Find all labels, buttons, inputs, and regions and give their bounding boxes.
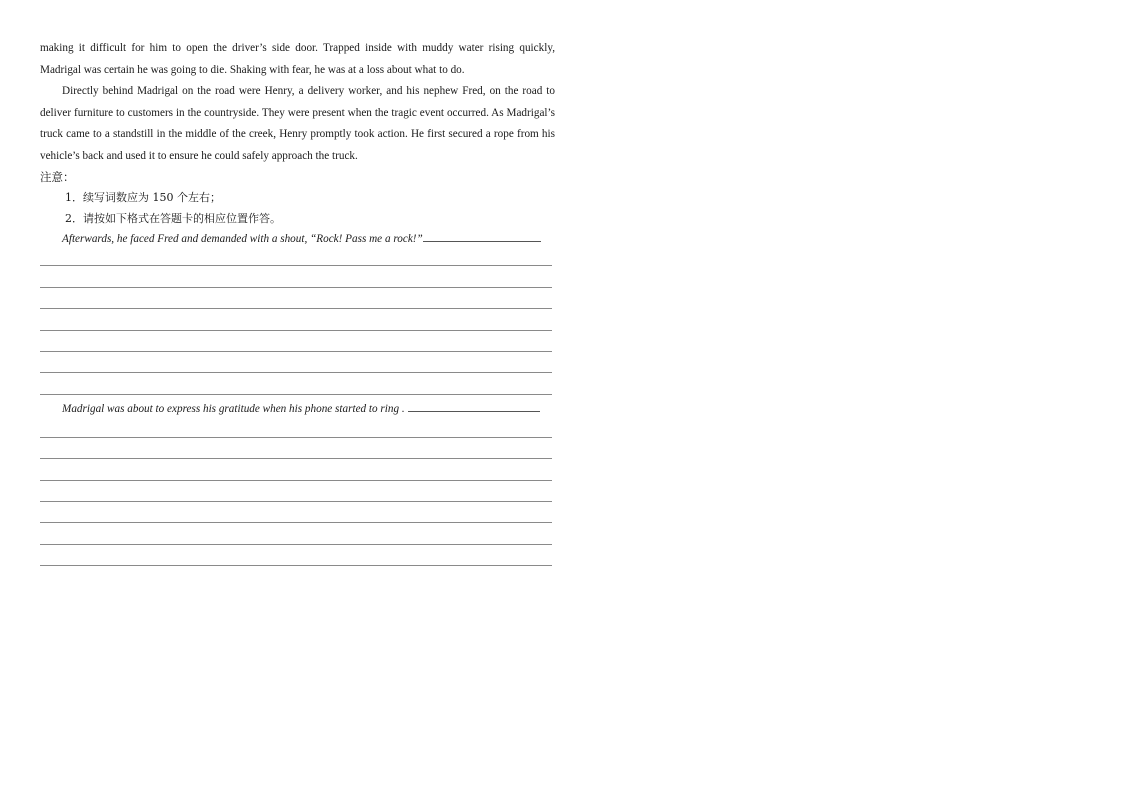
note-item-1: 1．续写词数应为 150 个左右； (65, 191, 221, 204)
writing-line[interactable] (40, 308, 552, 309)
prompt-2-text: Madrigal was about to express his gratitude when his phone started to ring . (62, 403, 405, 415)
writing-line[interactable] (40, 351, 552, 352)
prompt-1-text: Afterwards, he faced Fred and demanded with a shout, “Rock! Pass me a rock!” (62, 233, 423, 245)
prompt-1-blank[interactable] (423, 229, 541, 242)
prompt-2-blank[interactable] (408, 399, 540, 412)
writing-line[interactable] (40, 330, 552, 331)
note-item-2: 2．请按如下格式在答题卡的相应位置作答。 (65, 212, 281, 225)
writing-line[interactable] (40, 458, 552, 459)
notes-heading: 注意： (40, 170, 75, 184)
writing-line[interactable] (40, 522, 552, 523)
writing-line[interactable] (40, 544, 552, 545)
writing-line[interactable] (40, 437, 552, 438)
passage-paragraph-1: making it difficult for him to open the driver’s side door. Trapped inside with muddy water rising quickly, Madrigal was certain he was going to die. Shaking with fear, he was at a loss about what to do. (40, 42, 555, 76)
writing-line[interactable] (40, 565, 552, 566)
continuation-prompt-1 (40, 229, 555, 250)
writing-line[interactable] (40, 480, 552, 481)
writing-line[interactable] (40, 265, 552, 266)
writing-line[interactable] (40, 394, 552, 395)
writing-line[interactable] (40, 287, 552, 288)
continuation-prompt-2 (40, 399, 577, 420)
writing-line[interactable] (40, 501, 552, 502)
passage-paragraph-2: Directly behind Madrigal on the road were Henry, a delivery worker, and his nephew Fred, on the road to deliver furniture to customers in the countryside. They were present when the tragic event occurred. As Madrigal’s truck came to a standstill in the middle of the creek, Henry promptly took action. He first secured a rope from his vehicle’s back and used it to ensure he could safely approach the truck. (40, 85, 555, 162)
writing-line[interactable] (40, 372, 552, 373)
text-column (40, 38, 555, 250)
